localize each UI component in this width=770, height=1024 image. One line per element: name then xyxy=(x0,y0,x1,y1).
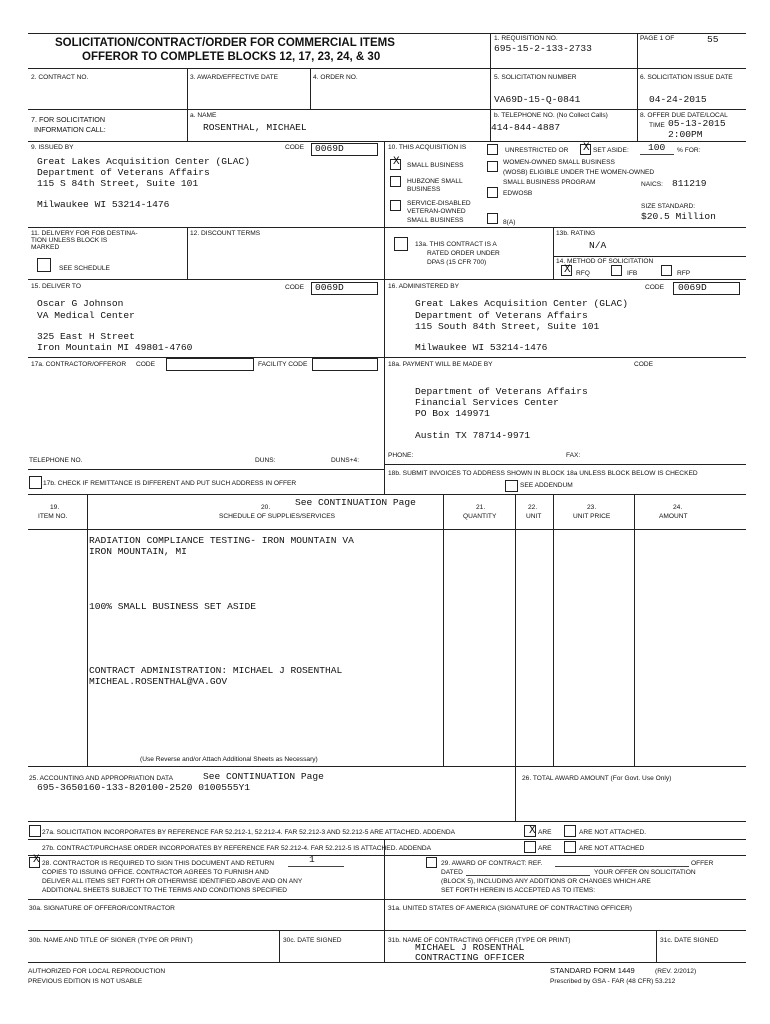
rule xyxy=(28,821,746,822)
footer-left-2: PREVIOUS EDITION IS NOT USABLE xyxy=(28,978,143,985)
rule-v xyxy=(637,33,638,141)
see-addendum-label: SEE ADDENDUM xyxy=(520,482,573,489)
contact-name[interactable]: ROSENTHAL, MICHAEL xyxy=(203,122,307,133)
b13a-label: DPAS (15 CFR 700) xyxy=(427,259,487,266)
b31b-label: 31b. NAME OF CONTRACTING OFFICER (TYPE OR PRINT) xyxy=(388,937,571,944)
27a-are-not-label: ARE NOT ATTACHED. xyxy=(579,829,647,836)
wosb-label: WOMEN-OWNED SMALL BUSINESS xyxy=(503,159,615,166)
contact-phone[interactable]: 414-844-4887 xyxy=(491,122,561,133)
col-schedule-label: SCHEDULE OF SUPPLIES/SERVICES xyxy=(219,513,336,520)
wosb-label: SMALL BUSINESS PROGRAM xyxy=(503,179,596,186)
page-label: PAGE 1 OF xyxy=(640,35,675,42)
duns-label: DUNS: xyxy=(255,457,276,464)
col-price-label: UNIT PRICE xyxy=(573,513,611,520)
b27a-label: 27a. SOLICITATION INCORPORATES BY REFERENCE FAR 52.212-1, 52.212-4. FAR 52.212-3 AND 52.212-5 ARE ATTACHED. ADDENDA xyxy=(42,829,455,836)
b11-label: 11. DELIVERY FOR FOB DESTINA- xyxy=(31,230,138,237)
rule-v xyxy=(553,227,554,279)
rule xyxy=(28,529,746,530)
schedule-line: IRON MOUNTAIN, MI xyxy=(89,546,187,557)
rule-v xyxy=(384,839,385,962)
payment-line: Department of Veterans Affairs xyxy=(415,386,588,397)
27b-are-checkbox[interactable] xyxy=(524,841,536,853)
b18a-label: 18a. PAYMENT WILL BE MADE BY xyxy=(388,361,493,368)
naics-label: NAICS: xyxy=(641,181,663,188)
schedule-line: RADIATION COMPLIANCE TESTING- IRON MOUNTAIN VA xyxy=(89,535,354,546)
b18b-label: 18b. SUBMIT INVOICES TO ADDRESS SHOWN IN BLOCK 18a UNLESS BLOCK BELOW IS CHECKED xyxy=(388,470,698,477)
form-title: SOLICITATION/CONTRACT/ORDER FOR COMMERCIAL ITEMS xyxy=(55,37,395,49)
rule-top xyxy=(28,33,746,34)
29-checkbox[interactable] xyxy=(426,857,437,868)
b25-label: 25. ACCOUNTING AND APPROPRIATION DATA xyxy=(29,775,173,782)
phone-label: PHONE: xyxy=(388,452,414,459)
b10-label: 10. THIS ACQUISITION IS xyxy=(388,144,467,151)
payment-line: Austin TX 78714-9971 xyxy=(415,430,531,441)
b4-label: 4. ORDER NO. xyxy=(313,74,358,81)
col-item-num: 19. xyxy=(50,504,60,511)
b30c-label: 30c. DATE SIGNED xyxy=(283,937,342,944)
b5-label: 5. SOLICITATION NUMBER xyxy=(494,74,577,81)
sdvosb-label: SERVICE-DISABLED xyxy=(407,200,471,207)
small-business-label: SMALL BUSINESS xyxy=(407,162,464,169)
rule-v xyxy=(490,33,491,109)
ref-underline xyxy=(555,866,689,867)
27a-are-label: ARE xyxy=(538,829,552,836)
wosb-checkbox[interactable] xyxy=(487,161,498,172)
duns4-label: DUNS+4: xyxy=(331,457,360,464)
rule-v xyxy=(279,930,280,962)
payment-line: PO Box 149971 xyxy=(415,408,490,419)
pct-underline xyxy=(640,154,674,155)
rule xyxy=(28,141,746,142)
copies-count[interactable]: 1 xyxy=(309,854,315,865)
issued-by-line: Milwaukee WI 53214-1476 xyxy=(37,199,170,210)
rule-v xyxy=(515,494,516,821)
col-qty-label: QUANTITY xyxy=(463,513,497,520)
issued-by-line: 115 S 84th Street, Suite 101 xyxy=(37,178,199,189)
small-business-mark: X xyxy=(393,156,400,168)
accounting-data[interactable]: 695-3650160-133-820100-2520 0100555Y1 xyxy=(37,782,251,793)
27b-are-label: ARE xyxy=(538,845,552,852)
unrestricted-checkbox[interactable] xyxy=(487,144,498,155)
sdvosb-label: SMALL BUSINESS xyxy=(407,217,464,224)
rule-v xyxy=(443,494,444,766)
rule-v xyxy=(87,494,88,766)
b15-code-label: CODE xyxy=(285,284,305,291)
sdvosb-checkbox[interactable] xyxy=(390,200,401,211)
b3-label: 3. AWARD/EFFECTIVE DATE xyxy=(190,74,279,81)
administered-by-line: Department of Veterans Affairs xyxy=(415,310,588,321)
schedule-line: CONTRACT ADMINISTRATION: MICHAEL J ROSENTHAL xyxy=(89,665,343,676)
b16-code-label: CODE xyxy=(645,284,665,291)
b16-label: 16. ADMINISTERED BY xyxy=(388,283,460,290)
telephone-label: TELEPHONE NO. xyxy=(29,457,83,464)
rule xyxy=(28,68,746,69)
rule-bottom xyxy=(28,962,746,963)
b13a-label: 13a. THIS CONTRACT IS A xyxy=(415,241,497,248)
size-standard[interactable]: $20.5 Million xyxy=(641,211,716,222)
b26-label: 26. TOTAL AWARD AMOUNT (For Govt. Use Only) xyxy=(522,775,672,782)
b27b-label: 27b. CONTRACT/PURCHASE ORDER INCORPORATES BY REFERENCE FAR 52.212-4. FAR 52.212-5 IS ATTACHED. ADDENDA xyxy=(42,845,432,852)
fax-label: FAX: xyxy=(566,452,581,459)
27a-are-mark: X xyxy=(529,825,536,837)
dated-underline xyxy=(466,875,590,876)
rule xyxy=(28,357,746,358)
b13b-label: 13b. RATING xyxy=(556,230,596,237)
payment-line: Financial Services Center xyxy=(415,397,559,408)
schedule-continuation: See CONTINUATION Page xyxy=(295,497,416,508)
b7-label-2: INFORMATION CALL: xyxy=(34,125,106,134)
8a-checkbox[interactable] xyxy=(487,213,498,224)
27b-are-not-label: ARE NOT ATTACHED xyxy=(579,845,645,852)
rfq-mark: X xyxy=(564,264,571,276)
pct-for-label: % FOR: xyxy=(677,147,701,154)
rule xyxy=(28,227,746,228)
col-price-num: 23. xyxy=(587,504,597,511)
rfp-checkbox[interactable] xyxy=(661,265,672,276)
rule xyxy=(28,494,746,495)
b11-label: TION UNLESS BLOCK IS xyxy=(31,237,108,244)
b28-label: DELIVER ALL ITEMS SET FORTH OR OTHERWISE IDENTIFIED ABOVE AND ON ANY xyxy=(42,878,303,885)
set-aside-percent[interactable]: 100 xyxy=(648,142,666,153)
rule-v xyxy=(553,494,554,766)
naics-code[interactable]: 811219 xyxy=(672,178,707,189)
form-rev: (REV. 2/2012) xyxy=(655,968,697,975)
rule xyxy=(384,464,746,465)
col-schedule-num: 20. xyxy=(261,504,271,511)
set-aside-label: SET ASIDE: xyxy=(593,147,629,154)
b31a-label: 31a. UNITED STATES OF AMERICA (SIGNATURE OF CONTRACTING OFFICER) xyxy=(388,905,632,912)
rule xyxy=(28,930,746,931)
b29-dated: DATED xyxy=(441,869,463,876)
col-item-label: ITEM NO. xyxy=(38,513,68,520)
rating[interactable]: N/A xyxy=(589,240,607,251)
size-label: SIZE STANDARD: xyxy=(641,203,696,210)
administered-by-line: 115 South 84th Street, Suite 101 xyxy=(415,321,600,332)
hubzone-label: HUBZONE SMALL xyxy=(407,178,463,185)
copies-underline xyxy=(288,866,344,867)
b14-label: 14. METHOD OF SOLICITATION xyxy=(556,258,654,265)
rule xyxy=(28,839,746,840)
b2-label: 2. CONTRACT NO. xyxy=(31,74,89,81)
deliver-to-line: VA Medical Center xyxy=(37,310,135,321)
contracting-officer-title[interactable]: CONTRACTING OFFICER xyxy=(415,952,525,963)
requisition-no[interactable]: 695-15-2-133-2733 xyxy=(494,43,592,54)
b12-label: 12. DISCOUNT TERMS xyxy=(190,230,261,237)
b9-code-label: CODE xyxy=(285,144,305,151)
deliver-to-line: Oscar G Johnson xyxy=(37,298,124,309)
b7-label-1: 7. FOR SOLICITATION xyxy=(31,115,106,124)
schedule-footnote: (Use Reverse and/or Attach Additional Sheets as Necessary) xyxy=(140,756,318,763)
b1-label: 1. REQUISITION NO. xyxy=(494,35,558,42)
col-unit-num: 22. xyxy=(528,504,538,511)
form-number: STANDARD FORM 1449 xyxy=(550,966,635,975)
rfq-label: RFQ xyxy=(576,270,590,277)
col-amount-label: AMOUNT xyxy=(659,513,688,520)
schedule-line: 100% SMALL BUSINESS SET ASIDE xyxy=(89,601,256,612)
deliver-to-line: 325 East H Street xyxy=(37,331,135,342)
rule xyxy=(28,899,746,900)
rule-v xyxy=(187,109,188,141)
b30b-label: 30b. NAME AND TITLE OF SIGNER (TYPE OR PRINT) xyxy=(29,937,193,944)
col-unit-label: UNIT xyxy=(526,513,542,520)
b29-label: 29. AWARD OF CONTRACT: REF. xyxy=(441,860,543,867)
rule xyxy=(28,469,384,470)
b13a-label: RATED ORDER UNDER xyxy=(427,250,500,257)
b11-label: MARKED xyxy=(31,244,60,251)
rule xyxy=(28,279,746,280)
8a-label: 8(A) xyxy=(503,219,516,226)
b15-code[interactable]: 0069D xyxy=(315,282,344,293)
b29-your-offer: YOUR OFFER ON SOLICITATION xyxy=(594,869,696,876)
offer-due-date[interactable]: 05-13-2015 xyxy=(668,118,726,129)
b29-offer: OFFER xyxy=(691,860,714,867)
b31c-label: 31c. DATE SIGNED xyxy=(660,937,719,944)
schedule-line: MICHEAL.ROSENTHAL@VA.GOV xyxy=(89,676,228,687)
facility-code-label: FACILITY CODE xyxy=(258,361,308,368)
b29-label: (BLOCK 5), INCLUDING ANY ADDITIONS OR CHANGES WHICH ARE xyxy=(441,878,651,885)
b8-time-label: TIME xyxy=(649,122,665,129)
b7-tel-label: b. TELEPHONE NO. (No Collect Calls) xyxy=(494,112,608,119)
b17a-code-label: CODE xyxy=(136,361,156,368)
b29-label: SET FORTH HEREIN IS ACCEPTED AS TO ITEMS: xyxy=(441,887,596,894)
rule xyxy=(28,766,746,767)
set-aside-mark: X xyxy=(583,142,590,154)
remittance-checkbox[interactable] xyxy=(29,476,42,489)
rule-v xyxy=(656,930,657,962)
offer-due-time[interactable]: 2:00PM xyxy=(668,129,703,140)
deliver-to-line: Iron Mountain MI 49801-4760 xyxy=(37,342,193,353)
sdvosb-label: VETERAN-OWNED xyxy=(407,208,466,215)
rule-v xyxy=(187,68,188,109)
rule xyxy=(553,256,746,257)
unrestricted-label: UNRESTRICTED OR xyxy=(505,147,569,154)
b30a-label: 30a. SIGNATURE OF OFFEROR/CONTRACTOR xyxy=(29,905,175,912)
see-addendum-checkbox[interactable] xyxy=(505,480,518,492)
hubzone-label: BUSINESS xyxy=(407,186,441,193)
b15-label: 15. DELIVER TO xyxy=(31,283,81,290)
contracting-officer-name[interactable]: MICHAEL J ROSENTHAL xyxy=(415,942,525,953)
rule xyxy=(28,109,746,110)
b16-code[interactable]: 0069D xyxy=(678,282,707,293)
edwosb-checkbox[interactable] xyxy=(487,187,498,198)
b28-label: 28. CONTRACTOR IS REQUIRED TO SIGN THIS DOCUMENT AND RETURN xyxy=(42,860,275,867)
col-qty-num: 21. xyxy=(476,504,486,511)
issued-by-line: Great Lakes Acquisition Center (GLAC) xyxy=(37,156,251,167)
b8-label: 8. OFFER DUE DATE/LOCAL xyxy=(640,112,728,119)
rated-order-checkbox[interactable] xyxy=(394,237,408,251)
rule-v xyxy=(310,68,311,109)
b17a-code-box[interactable] xyxy=(166,358,254,371)
b6-label: 6. SOLICITATION ISSUE DATE xyxy=(640,74,733,81)
facility-code-box[interactable] xyxy=(312,358,378,371)
b28-label: ADDITIONAL SHEETS SUBJECT TO THE TERMS AND CONDITIONS SPECIFIED xyxy=(42,887,287,894)
see-schedule-checkbox[interactable] xyxy=(37,258,51,272)
ifb-checkbox[interactable] xyxy=(611,265,622,276)
form-prescribed: Prescribed by GSA - FAR (48 CFR) 53.212 xyxy=(550,978,676,985)
hubzone-checkbox[interactable] xyxy=(390,176,401,187)
rule-v xyxy=(384,141,385,494)
administered-by-line: Great Lakes Acquisition Center (GLAC) xyxy=(415,298,629,309)
page-count: 55 xyxy=(707,34,719,45)
administered-by-line: Milwaukee WI 53214-1476 xyxy=(415,342,548,353)
issued-by-line: Department of Veterans Affairs xyxy=(37,167,210,178)
b9-label: 9. ISSUED BY xyxy=(31,144,74,151)
b17b-label: 17b. CHECK IF REMITTANCE IS DIFFERENT AND PUT SUCH ADDRESS IN OFFER xyxy=(43,480,297,487)
rule xyxy=(28,855,746,856)
see-schedule-label: SEE SCHEDULE xyxy=(59,265,110,272)
rule-v xyxy=(634,494,635,766)
b7-name-label: a. NAME xyxy=(190,112,217,119)
solicitation-number[interactable]: VA69D-15-Q-0841 xyxy=(494,94,581,105)
wosb-label: (WOSB) ELIGIBLE UNDER THE WOMEN-OWNED xyxy=(503,169,655,176)
col-amount-num: 24. xyxy=(673,504,683,511)
27a-checkbox[interactable] xyxy=(29,825,41,837)
rule-v xyxy=(187,227,188,279)
edwosb-label: EDWOSB xyxy=(503,190,533,197)
b18a-code-label: CODE xyxy=(634,361,654,368)
b25-continuation: See CONTINUATION Page xyxy=(203,771,324,782)
28-mark: X xyxy=(33,854,40,866)
27b-are-not-checkbox[interactable] xyxy=(564,841,576,853)
b17a-label: 17a. CONTRACTOR/OFFEROR xyxy=(31,361,127,368)
form-subtitle: OFFEROR TO COMPLETE BLOCKS 12, 17, 23, 24, & 30 xyxy=(82,51,381,63)
27a-are-not-checkbox[interactable] xyxy=(564,825,576,837)
issue-date[interactable]: 04-24-2015 xyxy=(649,94,707,105)
rfp-label: RFP xyxy=(677,270,691,277)
footer-left-1: AUTHORIZED FOR LOCAL REPRODUCTION xyxy=(28,968,166,975)
b28-label: COPIES TO ISSUING OFFICE. CONTRACTOR AGREES TO FURNISH AND xyxy=(42,869,269,876)
b9-code[interactable]: 0069D xyxy=(315,143,344,154)
ifb-label: IFB xyxy=(627,270,638,277)
